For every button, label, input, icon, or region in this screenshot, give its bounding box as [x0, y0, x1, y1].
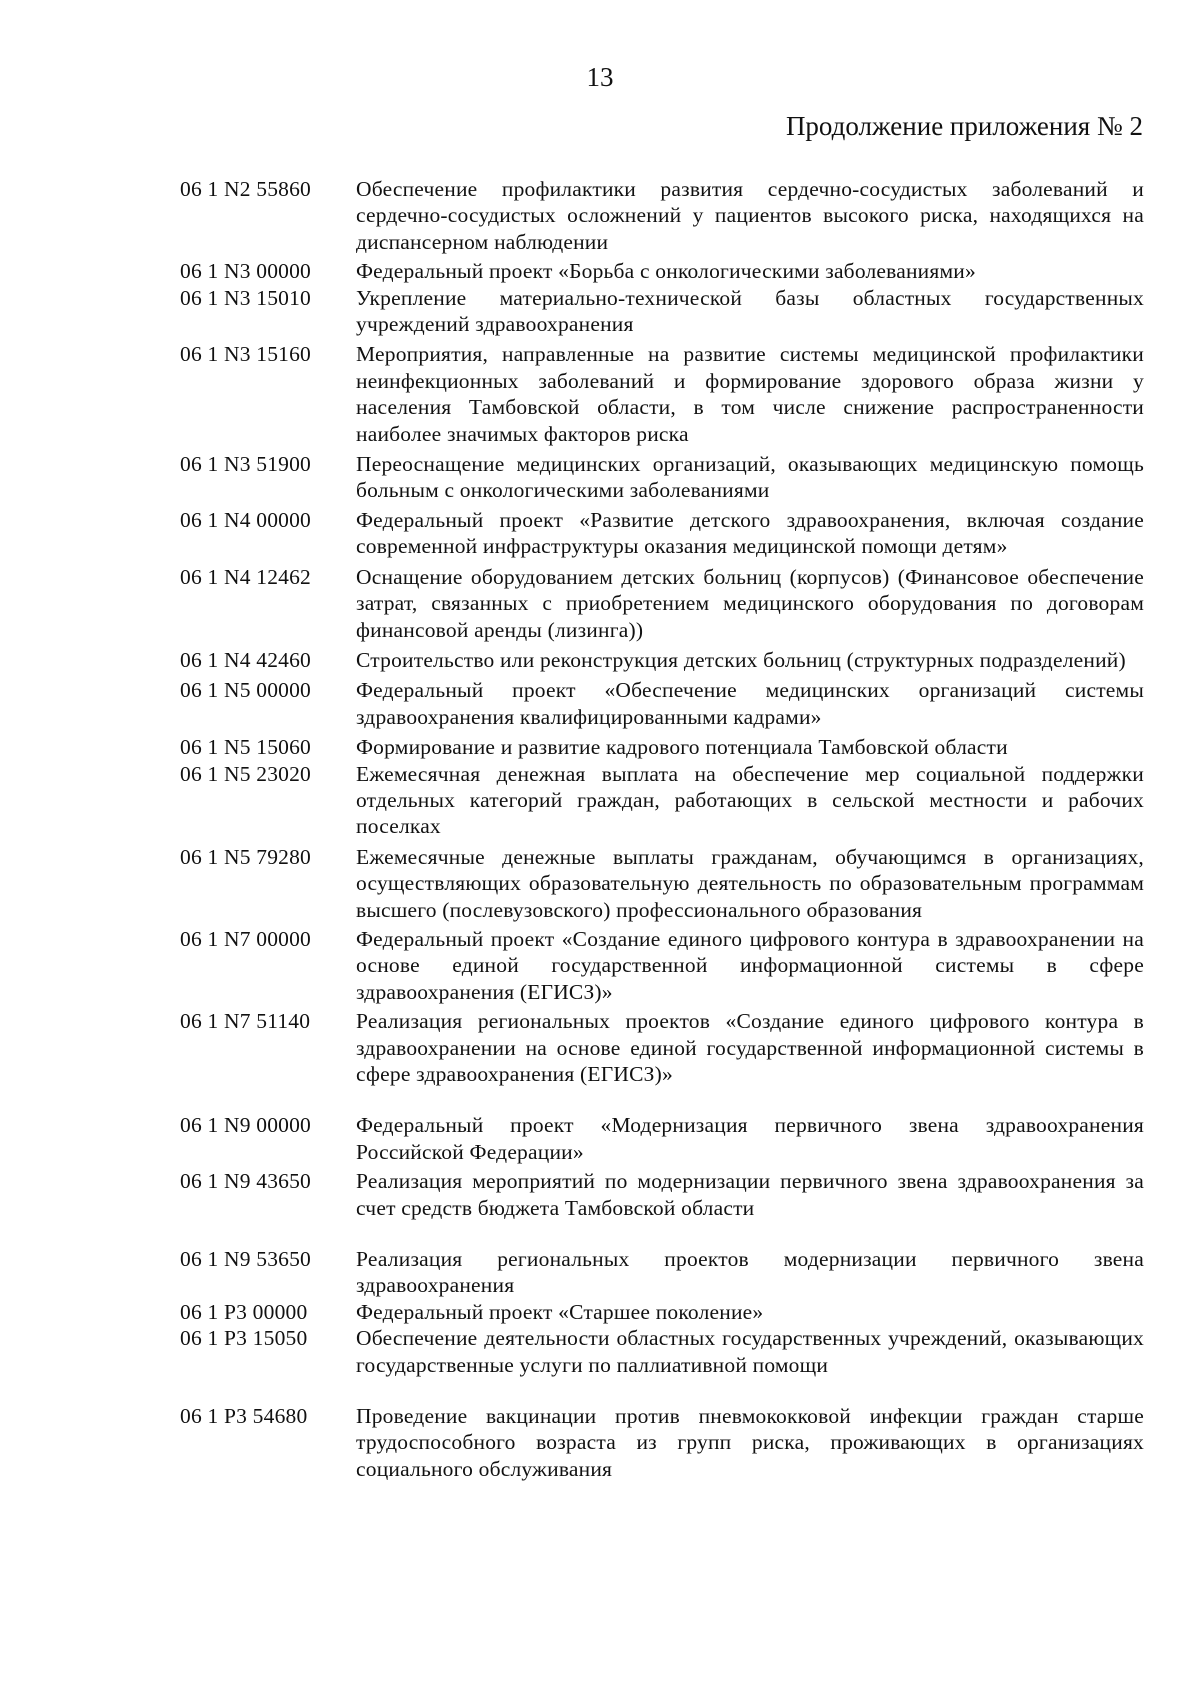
classification-description: Ежемесячные денежные выплаты гражданам, обучающимся в организациях, осуществляющих образовательную деятельность по образовательным программам высшего (послевузовского) профессионального образования [356, 844, 1144, 922]
classification-code: 06 1 P3 00000 [180, 1299, 308, 1324]
list-item [0, 734, 1200, 760]
classification-code: 06 1 N9 43650 [180, 1169, 312, 1194]
classification-description: Федеральный проект «Обеспечение медицинских организаций системы здравоохранения квалифицированными кадрами» [356, 678, 1144, 729]
classification-description: Строительство или реконструкция детских больниц (структурных подразделений) [356, 647, 1126, 672]
classification-code: 06 1 N5 15060 [180, 735, 312, 760]
list-item [0, 176, 1200, 255]
list-item [0, 341, 1200, 447]
list-item [0, 844, 1200, 923]
classification-code: 06 1 N2 55860 [180, 177, 312, 201]
classification-code: 06 1 P3 54680 [180, 1404, 308, 1429]
list-item [0, 451, 1200, 504]
classification-code: 06 1 N3 00000 [180, 259, 312, 284]
classification-code: 06 1 N7 00000 [180, 926, 312, 951]
list-item [0, 647, 1200, 673]
list-item [0, 1112, 1200, 1165]
classification-code: 06 1 N3 15010 [180, 285, 312, 310]
list-item [0, 507, 1200, 560]
list-item [0, 1246, 1200, 1299]
classification-description: Мероприятия, направленные на развитие системы медицинской профилактики неинфекционных заболеваний и формирование здорового образа жизни у населения Тамбовской области, в том числе снижение распространенности наиболее значимых факторов риска [356, 342, 1144, 446]
classification-description: Федеральный проект «Развитие детского здравоохранения, включая создание современной инфраструктуры оказания медицинской помощи детям» [356, 507, 1144, 559]
classification-description: Федеральный проект «Старшее поколение» [356, 1299, 764, 1324]
classification-description: Федеральный проект «Создание единого цифрового контура в здравоохранении на основе единой государственной информационной системы в сфере здравоохранения (ЕГИСЗ)» [356, 926, 1144, 1004]
list-item [0, 1325, 1200, 1378]
list-item [0, 1168, 1200, 1221]
classification-description: Федеральный проект «Модернизация первичного звена здравоохранения Российской Федерации» [356, 1113, 1144, 1164]
classification-description: Реализация региональных проектов модернизации первичного звена здравоохранения [356, 1247, 1144, 1298]
classification-code: 06 1 N4 12462 [180, 564, 312, 589]
classification-code: 06 1 N9 53650 [180, 1247, 312, 1272]
list-item [0, 1299, 1200, 1325]
list-item [0, 1403, 1200, 1482]
classification-description: Оснащение оборудованием детских больниц (корпусов) (Финансовое обеспечение затрат, связанных с приобретением медицинского оборудования по договорам финансовой аренды (лизинга)) [356, 564, 1144, 642]
classification-code: 06 1 N3 15160 [180, 342, 312, 367]
list-item [0, 926, 1200, 1005]
classification-description: Укрепление материально-технической базы областных государственных учреждений здравоохранения [356, 285, 1144, 337]
classification-description: Федеральный проект «Борьба с онкологическими заболеваниями» [356, 259, 976, 284]
classification-description: Обеспечение профилактики развития сердечно-сосудистых заболеваний и сердечно-сосудистых осложнений у пациентов высокого риска, находящихся на диспансерном наблюдении [356, 177, 1144, 254]
budget-classification-list [0, 176, 1200, 1482]
classification-description: Обеспечение деятельности областных государственных учреждений, оказывающих государственные услуги по паллиативной помощи [356, 1326, 1144, 1377]
classification-description: Реализация региональных проектов «Создание единого цифрового контура в здравоохранении на основе единой государственной информационной системы в сфере здравоохранения (ЕГИСЗ)» [356, 1009, 1144, 1086]
list-item [0, 258, 1200, 284]
classification-code: 06 1 N5 79280 [180, 844, 312, 869]
classification-code: 06 1 N9 00000 [180, 1113, 312, 1138]
classification-code: 06 1 N4 42460 [180, 647, 312, 672]
classification-code: 06 1 N5 23020 [180, 761, 312, 786]
list-item [0, 1008, 1200, 1087]
appendix-continuation-heading: Продолжение приложения № 2 [785, 111, 1143, 141]
classification-code: 06 1 N5 00000 [180, 678, 312, 703]
classification-description: Переоснащение медицинских организаций, оказывающих медицинскую помощь больным с онкологическими заболеваниями [356, 452, 1144, 503]
classification-description: Формирование и развитие кадрового потенциала Тамбовской области [356, 735, 1008, 760]
list-item [0, 761, 1200, 840]
list-item [0, 285, 1200, 338]
classification-code: 06 1 N3 51900 [180, 452, 312, 477]
classification-code: 06 1 N4 00000 [180, 507, 312, 532]
list-item [0, 564, 1200, 643]
classification-description: Реализация мероприятий по модернизации первичного звена здравоохранения за счет средств бюджета Тамбовской области [356, 1169, 1144, 1220]
classification-code: 06 1 N7 51140 [180, 1009, 311, 1034]
classification-code: 06 1 P3 15050 [180, 1326, 308, 1351]
classification-description: Проведение вакцинации против пневмококковой инфекции граждан старше трудоспособного возраста из групп риска, проживающих в организациях социального обслуживания [356, 1404, 1144, 1481]
list-item [0, 677, 1200, 730]
classification-description: Ежемесячная денежная выплата на обеспечение мер социальной поддержки отдельных категорий граждан, работающих в сельской местности и рабочих поселках [356, 761, 1144, 839]
page-number: 13 [586, 62, 614, 92]
